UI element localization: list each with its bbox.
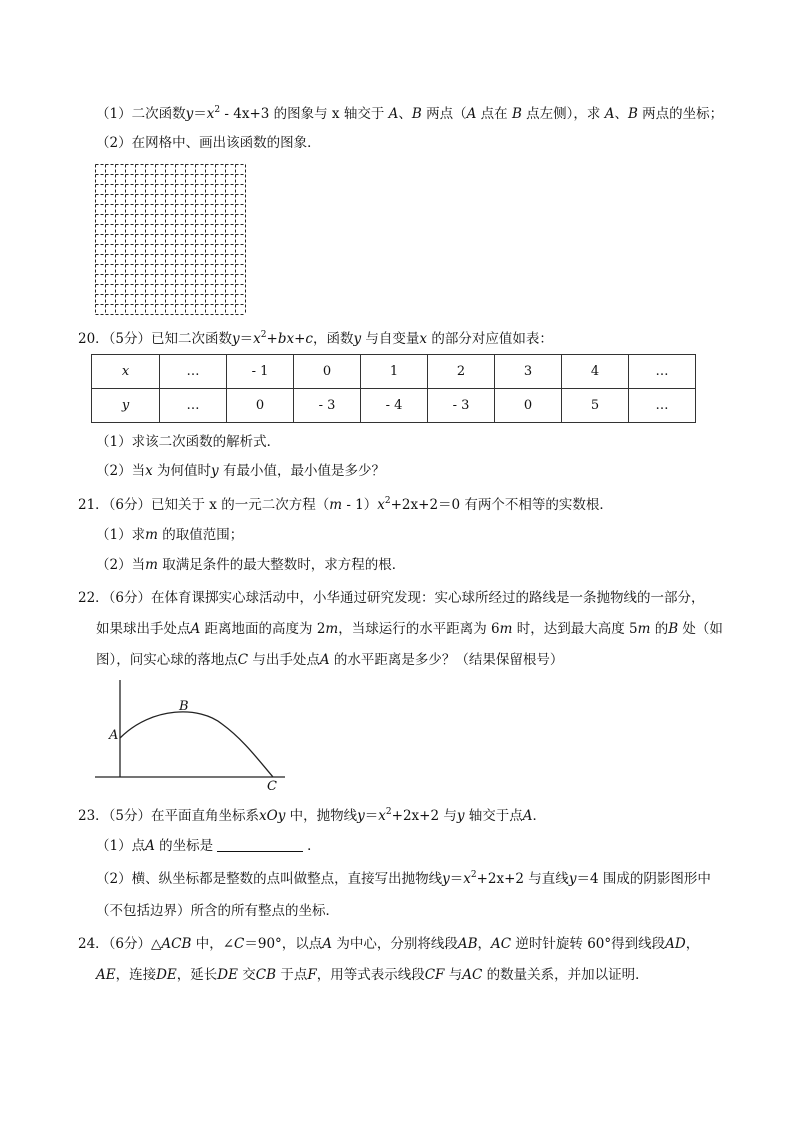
q19-part2: （2）在网格中、画出该函数的图象． — [96, 135, 321, 151]
segment-label: DE — [217, 967, 238, 983]
segment-label: AE — [96, 967, 116, 983]
text: 中，∠ — [191, 936, 235, 952]
text: ＝ — [193, 106, 207, 122]
table-cell: … — [629, 355, 696, 389]
text: 的 — [650, 621, 669, 637]
unit: m — [325, 621, 339, 637]
var-x: x — [377, 497, 385, 513]
text: 21．（6分）已知关于 x 的一元二次方程（ — [78, 497, 330, 513]
text: ＝ — [364, 808, 379, 824]
text: 、 — [614, 106, 628, 122]
text: ＝4 围成的阴影图形中 — [576, 871, 711, 887]
table-row-x — [92, 355, 696, 389]
table-cell: 3 — [495, 355, 562, 389]
text: （2）横、纵坐标都是整数的点叫做整点，直接写出抛物线 — [96, 871, 443, 887]
text: 的部分对应值如表： — [427, 331, 553, 347]
q23-part1 — [96, 836, 321, 856]
q22-line2 — [96, 619, 723, 639]
label-c: C — [267, 779, 277, 794]
exponent: 2 — [385, 807, 392, 817]
q21-part2 — [96, 555, 405, 575]
var-y: y — [357, 808, 365, 824]
q20-stem — [78, 329, 553, 349]
exponent: 2 — [214, 105, 221, 115]
var-x: x — [253, 331, 261, 347]
table-cell: … — [160, 389, 227, 423]
text: ，延长 — [176, 967, 218, 983]
text: ， — [477, 936, 492, 952]
var-x: x — [206, 106, 215, 122]
point-label: A — [322, 936, 333, 952]
point-label: B — [627, 106, 638, 122]
text: 图），问实心球的落地点 — [96, 652, 238, 668]
row-label-x: x — [92, 355, 160, 389]
table-cell: - 4 — [361, 389, 428, 423]
text: +2x+2 与直线 — [476, 871, 569, 887]
text: 中，抛物线 — [285, 808, 358, 824]
q23-part2-line2: （不包括边界）所含的所有整点的坐标． — [96, 903, 339, 919]
text: （1）二次函数 — [96, 106, 186, 122]
table-cell: 0 — [495, 389, 562, 423]
text: 时，达到最大高度 5 — [512, 621, 638, 637]
var-m: m — [329, 497, 343, 513]
text: ＝ — [239, 331, 254, 347]
text: 逆时针旋转 60°得到线段 — [511, 936, 666, 952]
segment-label: CF — [424, 967, 445, 983]
answer-blank[interactable] — [217, 837, 303, 852]
point-label: A — [190, 621, 201, 637]
text: 与出手处点 — [248, 652, 320, 668]
point-label: B — [668, 621, 679, 637]
q24-line2 — [96, 965, 649, 985]
table-cell: - 1 — [227, 355, 294, 389]
text: ，用等式表示线段 — [316, 967, 425, 983]
text: ，连接 — [115, 967, 157, 983]
point-label: B — [511, 106, 522, 122]
text: ，函数 — [312, 331, 354, 347]
text: （1）求 — [96, 527, 146, 543]
trajectory-diagram — [92, 676, 292, 798]
table-row-y — [92, 389, 696, 423]
segment-label: AB — [457, 936, 478, 952]
text: ＝90°，以点 — [244, 936, 323, 952]
unit: m — [637, 621, 651, 637]
var-x: x — [463, 871, 471, 887]
q22-line3 — [96, 650, 563, 670]
exponent: 2 — [260, 330, 267, 340]
var-x: x — [145, 463, 153, 479]
table-cell: … — [629, 389, 696, 423]
point-label: A — [388, 106, 399, 122]
triangle-label: ACB — [161, 936, 192, 952]
point-label: F — [307, 967, 317, 983]
trajectory-figure — [92, 676, 292, 798]
exponent: 2 — [470, 870, 477, 880]
table-cell: 4 — [562, 355, 629, 389]
point-label: C — [234, 936, 245, 952]
text: ， — [685, 936, 700, 952]
text: 24．（6分）△ — [78, 936, 162, 952]
coord-system: xOy — [259, 808, 286, 824]
var-y: y — [456, 808, 465, 824]
var-y: y — [353, 331, 362, 347]
dashed-grid[interactable] — [94, 163, 247, 316]
exponent: 2 — [384, 496, 391, 506]
text: 有最小值，最小值是多少？ — [218, 463, 385, 479]
q21-stem — [78, 495, 613, 515]
unit: m — [499, 621, 513, 637]
text: 为何值时 — [152, 463, 212, 479]
q20-part1: （1）求该二次函数的解析式． — [96, 434, 281, 450]
table-cell: 1 — [361, 355, 428, 389]
text: 取满足条件的最大整数时，求方程的根． — [157, 557, 406, 573]
table-cell: - 3 — [294, 389, 361, 423]
point-label: A — [145, 838, 155, 854]
table-cell: - 3 — [428, 389, 495, 423]
q24-line1 — [78, 934, 699, 954]
text: （2）当 — [96, 557, 146, 573]
q23-stem — [78, 806, 546, 826]
text: 如果球出手处点 — [96, 621, 191, 637]
table-cell: 0 — [227, 389, 294, 423]
text: 轴交于点 — [464, 808, 523, 824]
text: 23．（5分）在平面直角坐标系 — [78, 808, 260, 824]
text: +2x+2＝0 有两个不相等的实数根． — [390, 497, 613, 513]
var-y: y — [232, 331, 240, 347]
text: ，当球运行的水平距离为 6 — [338, 621, 500, 637]
point-label: C — [237, 652, 249, 668]
text: ＝ — [449, 871, 464, 887]
table-cell: 2 — [428, 355, 495, 389]
var-x: x — [378, 808, 386, 824]
segment-label: AC — [491, 936, 512, 952]
text: 的取值范围； — [157, 527, 244, 543]
table-cell: 0 — [294, 355, 361, 389]
text: 、 — [398, 106, 412, 122]
text: （2）当 — [96, 463, 146, 479]
var-y: y — [568, 871, 577, 887]
value-table — [91, 354, 696, 423]
text: 的坐标是 — [154, 838, 214, 854]
point-label: B — [411, 106, 422, 122]
text: 与 — [444, 967, 463, 983]
segment-label: CB — [255, 967, 277, 983]
segment-label: AD — [665, 936, 686, 952]
text: ． — [532, 808, 547, 824]
point-label: A — [466, 106, 477, 122]
label-a: A — [109, 728, 119, 743]
text: - 1） — [342, 497, 378, 513]
var-y: y — [185, 106, 194, 122]
var-y: y — [211, 463, 219, 479]
row-label-y: y — [92, 389, 160, 423]
q20-part2 — [96, 461, 385, 481]
point-label: A — [522, 808, 533, 824]
text: 点左侧），求 — [521, 106, 605, 122]
table-cell: … — [160, 355, 227, 389]
segment-label: DE — [156, 967, 177, 983]
var-y: y — [442, 871, 450, 887]
text: 于点 — [276, 967, 308, 983]
text: 的数量关系，并加以证明． — [482, 967, 649, 983]
text: - 4x+3 的图象与 x 轴交于 — [220, 106, 389, 122]
q19-part1 — [96, 104, 723, 124]
q22-line1: 22．（6分）在体育课掷实心球活动中，小华通过研究发现：实心球所经过的路线是一条抛物线的一部分， — [78, 590, 705, 606]
table-cell: 5 — [562, 389, 629, 423]
text: 处（如 — [678, 621, 723, 637]
q21-part1 — [96, 525, 243, 545]
segment-label: AC — [462, 967, 483, 983]
text: 两点（ — [421, 106, 467, 122]
text: 点在 — [476, 106, 512, 122]
var-m: m — [145, 557, 158, 573]
var-m: m — [145, 527, 158, 543]
text: +2x+2 与 — [391, 808, 457, 824]
expr: +bx+c — [266, 331, 313, 347]
text: （1）点 — [96, 838, 146, 854]
text: 两点的坐标； — [637, 106, 724, 122]
text: 20．（5分）已知二次函数 — [78, 331, 233, 347]
q23-part2 — [96, 869, 711, 889]
text: 的水平距离是多少？（结果保留根号） — [329, 652, 564, 668]
text: 交 — [237, 967, 256, 983]
label-b: B — [179, 699, 189, 714]
point-label: A — [319, 652, 330, 668]
text: ． — [307, 838, 321, 854]
parabola-curve — [120, 712, 273, 777]
text: 为中心，分别将线段 — [332, 936, 458, 952]
point-label: A — [604, 106, 615, 122]
text: 与自变量 — [361, 331, 420, 347]
text: 距离地面的高度为 2 — [200, 621, 326, 637]
var-x: x — [419, 331, 428, 347]
